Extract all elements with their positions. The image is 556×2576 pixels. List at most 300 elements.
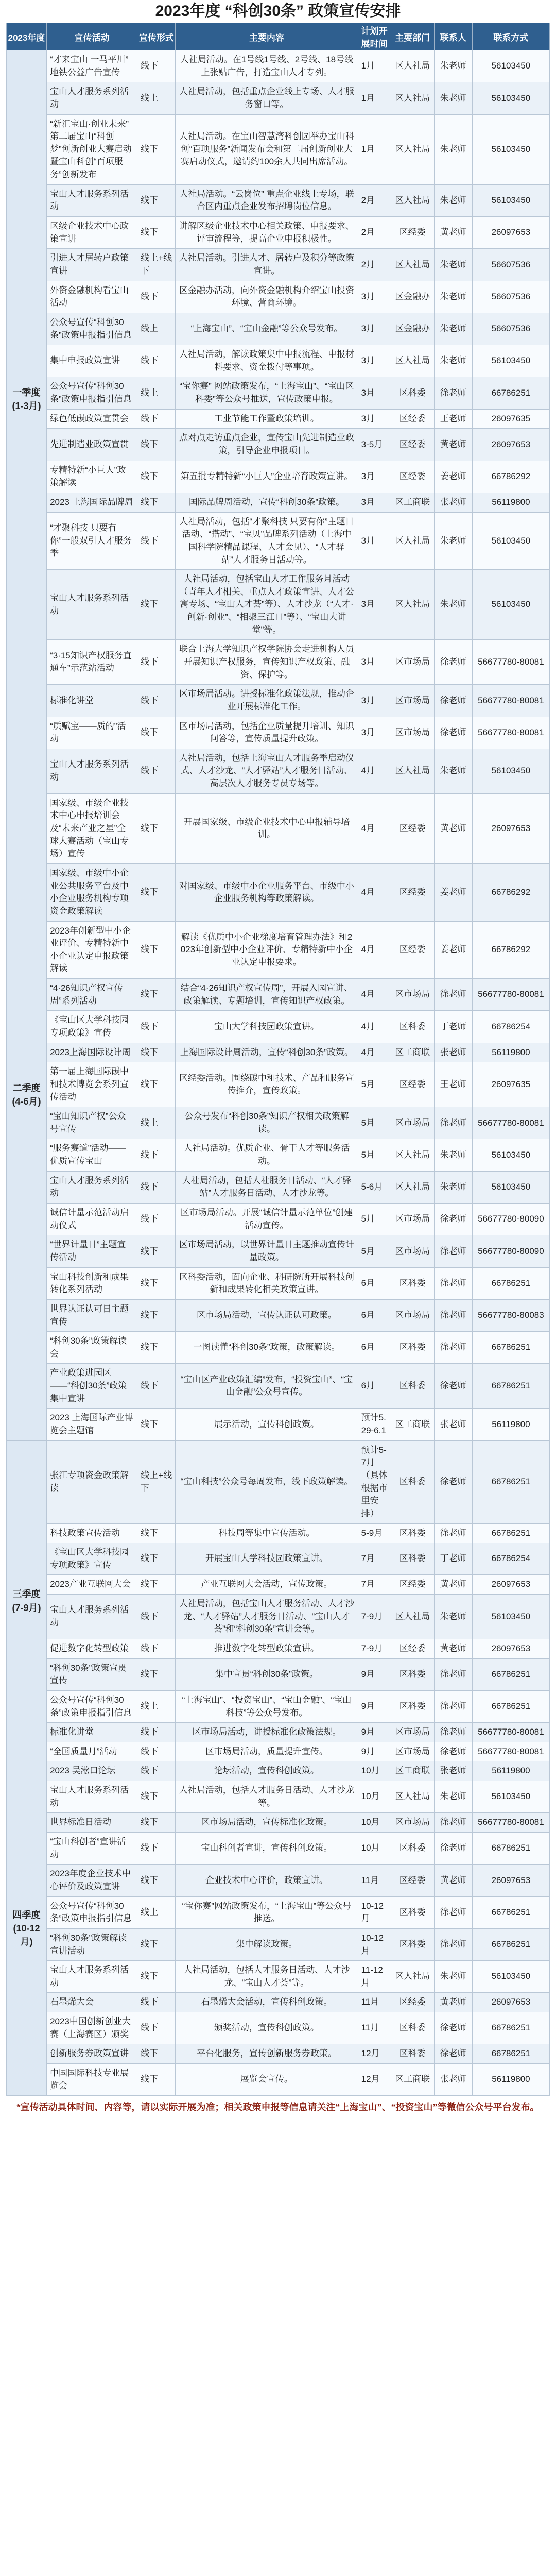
contact-cell: 徐老师 (434, 1833, 472, 1865)
column-header: 联系方式 (472, 23, 549, 50)
content-cell: 人社局活动，包括人社服务日活动、“人才驿站”人才服务日活动、人才沙龙等。 (176, 1171, 358, 1203)
time-cell: 4月 (358, 863, 391, 921)
contact-cell: 朱老师 (434, 1595, 472, 1639)
activity-cell: “科创30条”政策宣贯宣传 (47, 1658, 137, 1690)
time-cell: 5月 (358, 1139, 391, 1171)
column-header: 宣传形式 (137, 23, 176, 50)
format-cell: 线下 (137, 1364, 176, 1409)
time-cell: 3月 (358, 409, 391, 429)
contact-cell: 朱老师 (434, 1139, 472, 1171)
table-row (7, 184, 550, 216)
activity-cell: 宝山科技创新和成果转化系列活动 (47, 1267, 137, 1299)
time-cell: 7-9月 (358, 1595, 391, 1639)
phone-cell: 66786251 (472, 1833, 549, 1865)
contact-cell: 张老师 (434, 1043, 472, 1062)
phone-cell: 56103450 (472, 50, 549, 82)
dept-cell: 区市场局 (391, 685, 434, 717)
phone-cell: 26097653 (472, 1639, 549, 1658)
dept-cell: 区科委 (391, 1011, 434, 1043)
contact-cell: 朱老师 (434, 512, 472, 570)
time-cell: 10月 (358, 1833, 391, 1865)
format-cell: 线下 (137, 1658, 176, 1690)
dept-cell: 区人社局 (391, 50, 434, 82)
activity-cell: 2023上海国际设计周 (47, 1043, 137, 1062)
activity-cell: 区级企业技术中心政策宣讲 (47, 217, 137, 249)
table-row (7, 793, 550, 863)
activity-cell: 宝山人才服务系列活动 (47, 1961, 137, 1993)
time-cell: 3月 (358, 493, 391, 512)
content-cell: 对国家级、市级中小企业服务平台、市级中小企业服务机构等政策解读。 (176, 863, 358, 921)
dept-cell: 区经委 (391, 429, 434, 461)
dept-cell: 区经委 (391, 1639, 434, 1658)
contact-cell: 黄老师 (434, 217, 472, 249)
table-row (7, 1409, 550, 1440)
dept-cell: 区人社局 (391, 1139, 434, 1171)
phone-cell: 66786251 (472, 1364, 549, 1409)
phone-cell: 56103450 (472, 570, 549, 640)
contact-cell: 朱老师 (434, 749, 472, 793)
format-cell: 线下 (137, 1813, 176, 1833)
phone-cell: 56677780-80081 (472, 640, 549, 685)
footnote: *宣传活动具体时间、内容等，请以实际开展为准；相关政策申报等信息请关注“上海宝山”、“投资宝山”等微信公众号平台发布。 (16, 2102, 540, 2113)
content-cell: 开展国家级、市级企业技术中心申报辅导培训。 (176, 793, 358, 863)
format-cell: 线上 (137, 377, 176, 409)
content-cell: 人社局活动，包括人才服务日活动、人才沙龙等。 (176, 1781, 358, 1813)
format-cell: 线下 (137, 409, 176, 429)
time-cell: 5月 (358, 1107, 391, 1139)
content-cell: 区市场局活动。讲授标准化政策法规，推动企业开展标准化工作。 (176, 685, 358, 717)
contact-cell: 黄老师 (434, 1639, 472, 1658)
phone-cell: 56677780-80090 (472, 1235, 549, 1267)
contact-cell: 徐老师 (434, 1364, 472, 1409)
content-cell: 人社局活动。优质企业、骨干人才等服务活动。 (176, 1139, 358, 1171)
phone-cell: 26097653 (472, 1865, 549, 1896)
activity-cell: 世界认证认可日主题宣传 (47, 1299, 137, 1331)
phone-cell: 66786254 (472, 1011, 549, 1043)
contact-cell: 徐老师 (434, 1742, 472, 1761)
quarter-label: 二季度 (4-6月) (7, 749, 47, 1440)
table-row (7, 1595, 550, 1639)
content-cell: 区市场局活动，以世界计量日主题推动宣传计量政策。 (176, 1235, 358, 1267)
table-body (7, 50, 550, 2096)
format-cell: 线下 (137, 2012, 176, 2044)
activity-cell: 2023年创新型中小企业评价、专精特新中小企业认定申报政策解读 (47, 921, 137, 979)
table-row (7, 2064, 550, 2096)
table-row (7, 82, 550, 114)
activity-cell: “服务赛道”活动——优质宣传宝山 (47, 1139, 137, 1171)
dept-cell: 区科委 (391, 1543, 434, 1575)
contact-cell: 丁老师 (434, 1543, 472, 1575)
content-cell: 展览会宣传。 (176, 2064, 358, 2096)
contact-cell: 徐老师 (434, 1332, 472, 1364)
format-cell: 线上 (137, 1107, 176, 1139)
dept-cell: 区市场局 (391, 717, 434, 749)
phone-cell: 56677780-80081 (472, 1107, 549, 1139)
phone-cell: 56103450 (472, 512, 549, 570)
table-row (7, 1993, 550, 2012)
phone-cell: 56677780-80083 (472, 1299, 549, 1331)
time-cell: 2月 (358, 184, 391, 216)
content-cell: 区市场局活动，质量提升宣传。 (176, 1742, 358, 1761)
phone-cell: 56103450 (472, 1139, 549, 1171)
table-row (7, 979, 550, 1011)
format-cell: 线下 (137, 1993, 176, 2012)
dept-cell: 区人社局 (391, 1961, 434, 1993)
page-title: 2023年度 “科创30条” 政策宣传安排 (155, 3, 401, 20)
activity-cell: 2023年度企业技术中心评价及政策宣讲 (47, 1865, 137, 1896)
time-cell: 4月 (358, 749, 391, 793)
phone-cell: 66786254 (472, 1543, 549, 1575)
activity-cell: 2023 吴淞口论坛 (47, 1761, 137, 1781)
time-cell: 1月 (358, 114, 391, 184)
contact-cell: 徐老师 (434, 1235, 472, 1267)
time-cell: 10月 (358, 1761, 391, 1781)
dept-cell: 区科委 (391, 1267, 434, 1299)
activity-cell: 宝山人才服务系列活动 (47, 1171, 137, 1203)
time-cell: 11月 (358, 1993, 391, 2012)
contact-cell: 徐老师 (434, 1723, 472, 1742)
phone-cell: 66786251 (472, 2012, 549, 2044)
phone-cell: 56677780-80081 (472, 717, 549, 749)
content-cell: 人社局活动，包括重点企业线上专场、人才服务窗口等。 (176, 82, 358, 114)
phone-cell: 66786292 (472, 863, 549, 921)
activity-cell: 促进数字化转型政策 (47, 1639, 137, 1658)
contact-cell: 黄老师 (434, 1993, 472, 2012)
content-cell: 宝山科创者宣讲，宣传科创政策。 (176, 1833, 358, 1865)
table-row (7, 1639, 550, 1658)
contact-cell: 徐老师 (434, 979, 472, 1011)
dept-cell: 区市场局 (391, 1107, 434, 1139)
table-row (7, 1543, 550, 1575)
contact-cell: 徐老师 (434, 1523, 472, 1543)
dept-cell: 区金融办 (391, 313, 434, 345)
activity-cell: “宝山科创者”宣讲活动 (47, 1833, 137, 1865)
schedule-table (6, 23, 550, 2096)
dept-cell: 区人社局 (391, 114, 434, 184)
dept-cell: 区人社局 (391, 249, 434, 281)
activity-cell: 标准化讲堂 (47, 1723, 137, 1742)
activity-cell: 宝山人才服务系列活动 (47, 570, 137, 640)
time-cell: 7月 (358, 1575, 391, 1595)
contact-cell: 朱老师 (434, 184, 472, 216)
table-row (7, 1267, 550, 1299)
table-row (7, 249, 550, 281)
table-row (7, 1204, 550, 1235)
phone-cell: 66786251 (472, 2044, 549, 2064)
format-cell: 线下 (137, 429, 176, 461)
time-cell: 3月 (358, 640, 391, 685)
dept-cell: 区工商联 (391, 1409, 434, 1440)
content-cell: 讲解区级企业技术中心相关政策、申报要求、评审流程等，提高企业申报积极性。 (176, 217, 358, 249)
table-row (7, 2012, 550, 2044)
format-cell: 线上 (137, 1690, 176, 1722)
contact-cell: 徐老师 (434, 640, 472, 685)
activity-cell: 宝山人才服务系列活动 (47, 749, 137, 793)
contact-cell: 朱老师 (434, 1781, 472, 1813)
table-row (7, 1139, 550, 1171)
contact-cell: 朱老师 (434, 82, 472, 114)
table-row (7, 2044, 550, 2064)
dept-cell: 区经委 (391, 217, 434, 249)
format-cell: 线下 (137, 493, 176, 512)
format-cell: 线下 (137, 1865, 176, 1896)
format-cell: 线下 (137, 921, 176, 979)
format-cell: 线下 (137, 1742, 176, 1761)
dept-cell: 区市场局 (391, 1235, 434, 1267)
table-row (7, 1364, 550, 1409)
dept-cell: 区市场局 (391, 1204, 434, 1235)
activity-cell: 国家级、市级企业技术中心申报培训会及“未来产业之星”全球大赛活动（宝山专场）宣传 (47, 793, 137, 863)
table-header-row (7, 23, 550, 50)
content-cell: 区市场局活动，宣传标准化政策。 (176, 1813, 358, 1833)
activity-cell: 2023中国创新创业大赛（上海赛区）颁奖 (47, 2012, 137, 2044)
phone-cell: 56677780-80081 (472, 685, 549, 717)
table-row (7, 717, 550, 749)
format-cell: 线下 (137, 1409, 176, 1440)
phone-cell: 56103450 (472, 1961, 549, 1993)
contact-cell: 徐老师 (434, 1928, 472, 1960)
contact-cell: 徐老师 (434, 1267, 472, 1299)
table-row (7, 1011, 550, 1043)
dept-cell: 区经委 (391, 461, 434, 493)
format-cell: 线下 (137, 1267, 176, 1299)
contact-cell: 徐老师 (434, 1658, 472, 1690)
activity-cell: 引进人才居转户政策宣讲 (47, 249, 137, 281)
contact-cell: 黄老师 (434, 1575, 472, 1595)
dept-cell: 区科委 (391, 1833, 434, 1865)
table-row (7, 50, 550, 82)
table-row (7, 1440, 550, 1523)
format-cell: 线下 (137, 2044, 176, 2064)
time-cell: 3月 (358, 313, 391, 345)
activity-cell: 宝山人才服务系列活动 (47, 184, 137, 216)
time-cell: 12月 (358, 2064, 391, 2096)
activity-cell: “才来宝山 一马平川” 地铁公益广告宣传 (47, 50, 137, 82)
time-cell: 4月 (358, 1043, 391, 1062)
activity-cell: “科创30条”政策解读会 (47, 1332, 137, 1364)
time-cell: 4月 (358, 979, 391, 1011)
content-cell: 开展宝山大学科技园政策宣讲。 (176, 1543, 358, 1575)
table-row (7, 1896, 550, 1928)
format-cell: 线下 (137, 1575, 176, 1595)
phone-cell: 56119800 (472, 1761, 549, 1781)
quarter-label: 一季度 (1-3月) (7, 50, 47, 749)
table-row (7, 921, 550, 979)
column-header: 计划开展时间 (358, 23, 391, 50)
phone-cell: 56677780-80081 (472, 979, 549, 1011)
contact-cell: 朱老师 (434, 50, 472, 82)
time-cell: 3月 (358, 512, 391, 570)
dept-cell: 区市场局 (391, 1742, 434, 1761)
time-cell: 3月 (358, 570, 391, 640)
activity-cell: 国家级、市级中小企业公共服务平台及中小企业服务机构专项资金政策解读 (47, 863, 137, 921)
phone-cell: 26097653 (472, 1993, 549, 2012)
time-cell: 3月 (358, 377, 391, 409)
dept-cell: 区人社局 (391, 1781, 434, 1813)
dept-cell: 区人社局 (391, 345, 434, 377)
contact-cell: 黄老师 (434, 429, 472, 461)
time-cell: 2月 (358, 217, 391, 249)
table-row (7, 1690, 550, 1722)
activity-cell: 绿色低碳政策宣贯会 (47, 409, 137, 429)
content-cell: 区市场局活动，宣传认证认可政策。 (176, 1299, 358, 1331)
dept-cell: 区经委 (391, 921, 434, 979)
format-cell: 线下 (137, 1523, 176, 1543)
phone-cell: 56607536 (472, 249, 549, 281)
format-cell: 线下 (137, 512, 176, 570)
format-cell: 线下 (137, 461, 176, 493)
format-cell: 线下 (137, 685, 176, 717)
content-cell: 人社局活动。在1号线1号线、2号线、18号线上张贴广告，打造宝山人才专列。 (176, 50, 358, 82)
table-row (7, 1043, 550, 1062)
format-cell: 线下 (137, 281, 176, 313)
phone-cell: 26097653 (472, 793, 549, 863)
table-row (7, 1961, 550, 1993)
time-cell: 9月 (358, 1658, 391, 1690)
time-cell: 7-9月 (358, 1639, 391, 1658)
phone-cell: 56607536 (472, 313, 549, 345)
dept-cell: 区工商联 (391, 493, 434, 512)
contact-cell: 张老师 (434, 493, 472, 512)
time-cell: 6月 (358, 1299, 391, 1331)
phone-cell: 56119800 (472, 1043, 549, 1062)
format-cell: 线下 (137, 1299, 176, 1331)
time-cell: 11-12月 (358, 1961, 391, 1993)
dept-cell: 区工商联 (391, 1043, 434, 1062)
content-cell: “宝山区产业政策汇编”发布，“投资宝山”、“宝山金融”公众号宣传。 (176, 1364, 358, 1409)
dept-cell: 区人社局 (391, 749, 434, 793)
time-cell: 4月 (358, 921, 391, 979)
contact-cell: 朱老师 (434, 1961, 472, 1993)
format-cell: 线下 (137, 749, 176, 793)
content-cell: 解读《优质中小企业梯度培育管理办法》和2023年创新型中小企业评价、专精特新中小企业认定申报要求。 (176, 921, 358, 979)
content-cell: 点对点走访重点企业，宣传宝山先进制造业政策，引导企业申报项目。 (176, 429, 358, 461)
content-cell: 区经委活动。围绕碳中和技术、产品和服务宣传推介，宣传政策。 (176, 1062, 358, 1107)
content-cell: 区市场局活动，包括企业质量提升培训、知识问答等，宣传质量提升政策。 (176, 717, 358, 749)
content-cell: 联合上海大学知识产权学院协会走进机构人员开展知识产权服务，宣传知识产权政策、融资、保护等。 (176, 640, 358, 685)
phone-cell: 26097635 (472, 409, 549, 429)
time-cell: 11月 (358, 1865, 391, 1896)
table-row (7, 1865, 550, 1896)
table-row (7, 749, 550, 793)
contact-cell: 徐老师 (434, 377, 472, 409)
activity-cell: 产业政策进园区——“科创30条”政策集中宣讲 (47, 1364, 137, 1409)
table-row (7, 1833, 550, 1865)
time-cell: 4月 (358, 793, 391, 863)
quarter-label: 四季度 (10-12月) (7, 1761, 47, 2096)
table-row (7, 1761, 550, 1781)
phone-cell: 66786251 (472, 1267, 549, 1299)
dept-cell: 区市场局 (391, 1299, 434, 1331)
format-cell: 线下 (137, 1833, 176, 1865)
activity-cell: 创新服务券政策宣讲 (47, 2044, 137, 2064)
time-cell: 预计5.29-6.1 (358, 1409, 391, 1440)
dept-cell: 区市场局 (391, 1813, 434, 1833)
content-cell: 人社局活动，包括“才聚科技 只要有你”主题日活动、“搭动”、“宝贝”品牌系列活动（上海中国科学院精品课程、人才会见）、“人才驿站”人才服务日活动等。 (176, 512, 358, 570)
time-cell: 10-12月 (358, 1896, 391, 1928)
contact-cell: 丁老师 (434, 1011, 472, 1043)
contact-cell: 王老师 (434, 1062, 472, 1107)
contact-cell: 徐老师 (434, 1690, 472, 1722)
format-cell: 线下 (137, 1043, 176, 1062)
phone-cell: 66786251 (472, 1440, 549, 1523)
format-cell: 线下 (137, 1011, 176, 1043)
dept-cell: 区人社局 (391, 570, 434, 640)
table-row (7, 1299, 550, 1331)
phone-cell: 66786251 (472, 1928, 549, 1960)
table-row (7, 570, 550, 640)
column-header: 2023年度 (7, 23, 47, 50)
phone-cell: 66786251 (472, 1690, 549, 1722)
activity-cell: 宝山人才服务系列活动 (47, 1781, 137, 1813)
activity-cell: 石墨烯大会 (47, 1993, 137, 2012)
contact-cell: 朱老师 (434, 1171, 472, 1203)
format-cell: 线下 (137, 345, 176, 377)
column-header: 联系人 (434, 23, 472, 50)
format-cell: 线下 (137, 1761, 176, 1781)
format-cell: 线下 (137, 1961, 176, 1993)
phone-cell: 66786251 (472, 1658, 549, 1690)
table-row (7, 1171, 550, 1203)
contact-cell: 徐老师 (434, 1299, 472, 1331)
format-cell: 线下 (137, 184, 176, 216)
format-cell: 线上 (137, 82, 176, 114)
activity-cell: “3·15知识产权服务直通车”示范站活动 (47, 640, 137, 685)
activity-cell: “才聚科技 只要有你”一般双引人才服务季 (47, 512, 137, 570)
content-cell: 产业互联网大会活动，宣传政策。 (176, 1575, 358, 1595)
table-row (7, 345, 550, 377)
format-cell: 线下 (137, 1639, 176, 1658)
dept-cell: 区工商联 (391, 1761, 434, 1781)
time-cell: 6月 (358, 1267, 391, 1299)
content-cell: 人社局活动，包括上海宝山人才服务季启动仪式、人才沙龙、“人才驿站”人才服务日活动、高层次人才服务专员专场等。 (176, 749, 358, 793)
time-cell: 5月 (358, 1235, 391, 1267)
contact-cell: 黄老师 (434, 1865, 472, 1896)
format-cell: 线下 (137, 2064, 176, 2096)
content-cell: 区金融办活动，向外资金融机构介绍宝山投资环境、营商环境。 (176, 281, 358, 313)
table-row (7, 1658, 550, 1690)
content-cell: “上海宝山”、“宝山金融”等公众号发布。 (176, 313, 358, 345)
activity-cell: 2023 上海国际产业博览会主题馆 (47, 1409, 137, 1440)
phone-cell: 66786292 (472, 461, 549, 493)
time-cell: 1月 (358, 50, 391, 82)
time-cell: 11月 (358, 2012, 391, 2044)
time-cell: 7月 (358, 1543, 391, 1575)
phone-cell: 56119800 (472, 493, 549, 512)
phone-cell: 56103450 (472, 1781, 549, 1813)
format-cell: 线下 (137, 717, 176, 749)
time-cell: 3月 (358, 685, 391, 717)
contact-cell: 姜老师 (434, 863, 472, 921)
table-row (7, 863, 550, 921)
format-cell: 线下 (137, 1928, 176, 1960)
table-row (7, 1107, 550, 1139)
format-cell: 线下 (137, 863, 176, 921)
activity-cell: “全国质量月”活动 (47, 1742, 137, 1761)
dept-cell: 区科委 (391, 2012, 434, 2044)
content-cell: 第五批专精特新“小巨人”企业培育政策宣讲。 (176, 461, 358, 493)
table-row (7, 512, 550, 570)
phone-cell: 56677780-80081 (472, 1723, 549, 1742)
activity-cell: 公众号宣传“科创30条”政策申报指引信息 (47, 1690, 137, 1722)
contact-cell: 朱老师 (434, 114, 472, 184)
phone-cell: 56677780-80090 (472, 1204, 549, 1235)
column-header: 主要内容 (176, 23, 358, 50)
dept-cell: 区科委 (391, 1658, 434, 1690)
activity-cell: 集中申报政策宣讲 (47, 345, 137, 377)
activity-cell: 先进制造业政策宣贯 (47, 429, 137, 461)
dept-cell: 区科委 (391, 1440, 434, 1523)
